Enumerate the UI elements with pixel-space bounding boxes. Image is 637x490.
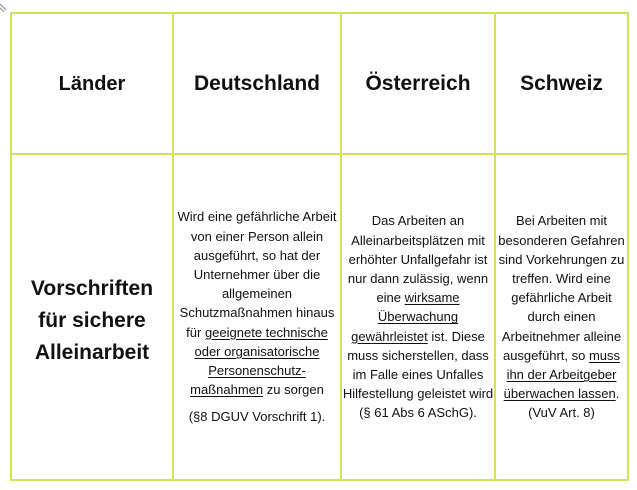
row-title-cell: [11, 154, 173, 480]
deutschland-underlined-text: geeignete technische oder organisatorische Personenschutz-maßnahmen: [190, 324, 328, 398]
schweiz-cell: [495, 154, 628, 480]
header-cell-oesterreich: [341, 13, 495, 154]
oesterreich-text: [342, 211, 494, 422]
schweiz-text-part-2: . (VuV Art. 8): [528, 386, 620, 421]
header-cell-deutschland: [173, 13, 341, 154]
deutschland-text-part-2: zu sorgen: [263, 382, 324, 398]
oesterreich-underlined-text: wirksame Überwachung gewährleistet: [351, 290, 460, 344]
schweiz-underlined-text: muss ihn der Arbeitgeber überwachen lassen: [503, 347, 621, 402]
oesterreich-cell: [341, 154, 495, 480]
header-cell-laender: [11, 13, 173, 154]
regulation-row: [11, 154, 628, 480]
schweiz-text: [496, 211, 627, 422]
row-title-line-2: für sichere: [38, 309, 146, 332]
header-row: [11, 13, 628, 154]
deutschland-text: [174, 207, 340, 399]
row-title: [12, 273, 172, 369]
comparison-table: [10, 12, 629, 481]
deutschland-text-part-1: Wird eine gefährliche Arbeit von einer Person allein ausgeführt, so hat der Unternehmer über die allgemeinen Schutzmaßnahmen hinaus für: [177, 209, 337, 340]
deutschland-source: (§8 DGUV Vorschrift 1).: [188, 409, 326, 425]
corner-mark-icon: [0, 0, 12, 12]
schweiz-text-part-1: Bei Arbeiten mit besonderen Gefahren sind Vorkehrungen zu treffen. Wird eine gefährliche Arbeit durch einen Arbeitnehmer alleine ausgeführt, so: [498, 213, 625, 363]
oesterreich-text-part-1: Das Arbeiten an Alleinarbeitsplätzen mit erhöhter Unfallgefahr ist nur dann zulässig, wenn eine: [347, 213, 489, 306]
header-laender: Länder: [58, 72, 126, 95]
header-cell-schweiz: [495, 13, 628, 154]
row-title-line-1: Vorschriften: [30, 277, 154, 300]
oesterreich-text-part-2: ist. Diese muss sicherstellen, dass im Falle eines Unfalles Hilfestellung geleistet wird (§ 61 Abs 6 ASchG).: [342, 328, 494, 421]
header-oesterreich: Österreich: [365, 71, 471, 95]
header-schweiz: Schweiz: [520, 71, 603, 95]
header-deutschland: Deutschland: [193, 71, 321, 95]
row-title-line-3: Alleinarbeit: [34, 341, 150, 364]
deutschland-cell: [173, 154, 341, 480]
